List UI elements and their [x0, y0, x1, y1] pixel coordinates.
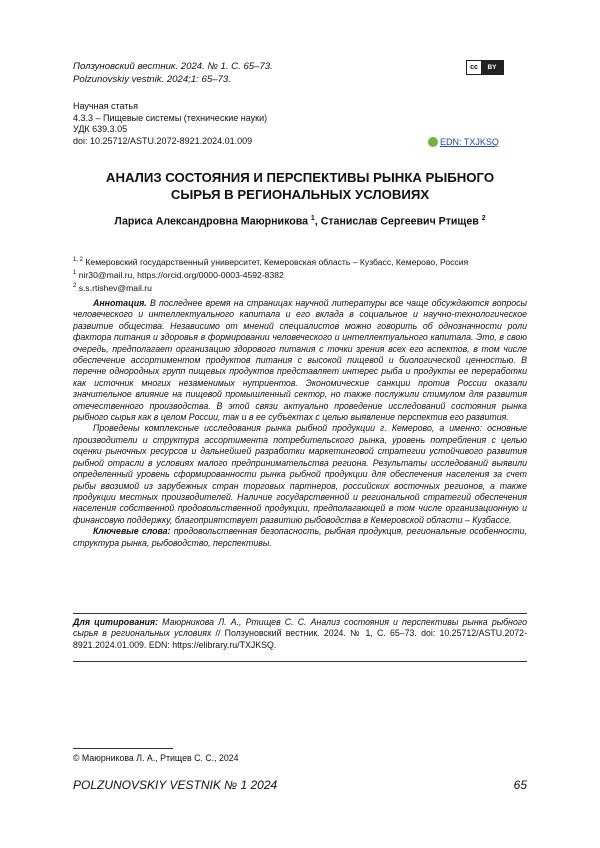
author-2: Станислав Сергеевич Ртищев: [320, 215, 479, 228]
affiliation-1-text: Кемеровский государственный университет, Кемеровская область – Кузбасс, Кемерово, Россия: [85, 256, 469, 267]
by-label: BY: [481, 61, 503, 74]
abstract-label: Аннотация.: [93, 298, 147, 308]
author-2-sup: 2: [481, 215, 486, 222]
affiliation-2-sup: 1: [73, 270, 77, 277]
keywords-text: продовольственная безопасность, рыбная продукция, региональные особенности, структура рынка, рыбоводство, перспективы.: [73, 526, 527, 548]
author-1: Лариса Александровна Маюрникова: [114, 215, 308, 228]
journal-ref-en: Polzunovskiy vestnik. 2024;1: 65–73.: [73, 73, 231, 85]
abstract-paragraph-1: [73, 298, 527, 423]
footnote-rule: [73, 748, 173, 749]
citation-bottom-rule: [73, 661, 527, 662]
author-1-sup: 1: [310, 215, 315, 222]
affiliation-1: [73, 255, 468, 268]
citation-rest: // Ползуновский вестник. 2024. № 1, С. 65–73. doi: 10.25712/ASTU.2072-8921.2024.01.009. EDN: https://elibrary.ru/TXJKSQ.: [73, 628, 527, 650]
title-line-2: СЫРЬЯ В РЕГИОНАЛЬНЫХ УСЛОВИЯХ: [170, 186, 430, 202]
citation-top-rule: [73, 613, 527, 614]
citation-italic: Маюрникова Л. А., Ртищев С. С. Анализ состояния и перспективы рынка рыбного сырья в региональных условиях: [73, 617, 527, 639]
footer-journal: POLZUNOVSKIY VESTNIK № 1 2024: [73, 778, 278, 792]
cc-label: cc: [467, 61, 481, 74]
keywords-label: Ключевые слова:: [93, 526, 171, 537]
affiliation-1-sup: 1, 2: [73, 257, 84, 263]
page-number: 65: [513, 778, 527, 792]
abstract-paragraph-2: Проведены комплексные исследования рынка рыбной продукции г. Кемерово, а именно: основные производители и структура ассортимента потребительского рынка, уровень потребления с целью оценки рыночных ресурсов и дальнейшей разработки маркетинговой стратегии устойчивого развития рыбной отрасли в условиях малого предпринимательства региона. Результаты исследований выявили определенный уровень сформированности рынка рыбной продукции для обеспечения населения за счет рыбы ввозимой из зарубежных стран торговых партнеров, российских восточных регионов, а также продукции местных производителей. Наличие государственной и региональной стратегий обеспечения населения собственной продовольственной продукции, предполагающей в том числе организационную и финансовую поддержку, благоприятствует развитию рыбоводства в Кемеровской области – Кузбассе.: [73, 423, 527, 525]
affiliation-3-sup: 2: [73, 283, 77, 290]
affiliations: [73, 255, 468, 294]
affiliation-2-text[interactable]: nir30@mail.ru, https://orcid.org/0000-0003-4592-8382: [78, 270, 284, 281]
article-meta: [73, 101, 267, 147]
citation-block: [73, 617, 527, 651]
copyright-note: © Маюрникова Л. А., Ртищев С. С., 2024: [73, 753, 239, 763]
author-separator: ,: [314, 215, 321, 228]
citation-label: Для цитирования:: [73, 617, 159, 627]
title-line-1: АНАЛИЗ СОСТОЯНИЯ И ПЕРСПЕКТИВЫ РЫНКА РЫБНОГО: [105, 170, 495, 185]
journal-reference: [73, 61, 273, 86]
specialty-code: 4.3.3 – Пищевые системы (технические науки): [73, 112, 268, 123]
journal-ref-ru: Ползуновский вестник. 2024. № 1. С. 65–73.: [73, 61, 273, 72]
edn-link-block[interactable]: [428, 137, 499, 147]
abstract: [73, 298, 527, 549]
authors-line: [60, 215, 540, 228]
cc-by-icon: [466, 60, 504, 75]
affiliation-2: [73, 268, 468, 281]
udc-code: УДК 639.3.05: [73, 124, 128, 134]
article-type: Научная статья: [73, 101, 138, 111]
edn-globe-icon: [428, 137, 438, 147]
article-title: [60, 170, 540, 203]
affiliation-3: [73, 281, 468, 294]
abstract-text-1: В последнее время на страницах научной литературы все чаще обсуждаются вопросы человеческого и интеллектуального капитала и его вклада в социальное и научно-технологическое развитие общества. Независимо от мнений специалистов можно говорить об однозначности роли фактора питания и здоровья в формировании человеческого и интеллектуального капитала. Это, в свою очередь, предполагает организацию здорового питания с точки зрения всех его аспектов, в том числе обеспечение ассортиментом продуктов питания с высокой пищевой и биологической ценностью. В перечне однородных групп пищевых продуктов представляет интерес рыба и продукты ее переработки как источник многих незаменимых нутриентов. Экономические санкции против России оказали значительное влияние на пищевой промышленный сектор, но также послужили стимулом для развития отечественного производства. В этой связи актуально проведение исследований состояния рынка рыбного сырья как в целом России, так и в ее субъектах с целью выявление перспектив его развития.: [73, 298, 527, 423]
affiliation-3-text[interactable]: s.s.rtishev@mail.ru: [78, 283, 152, 294]
doi-text: doi: 10.25712/ASTU.2072-8921.2024.01.009: [73, 135, 253, 146]
keywords-paragraph: [73, 526, 527, 549]
edn-link[interactable]: EDN: TXJKSQ: [440, 137, 499, 147]
